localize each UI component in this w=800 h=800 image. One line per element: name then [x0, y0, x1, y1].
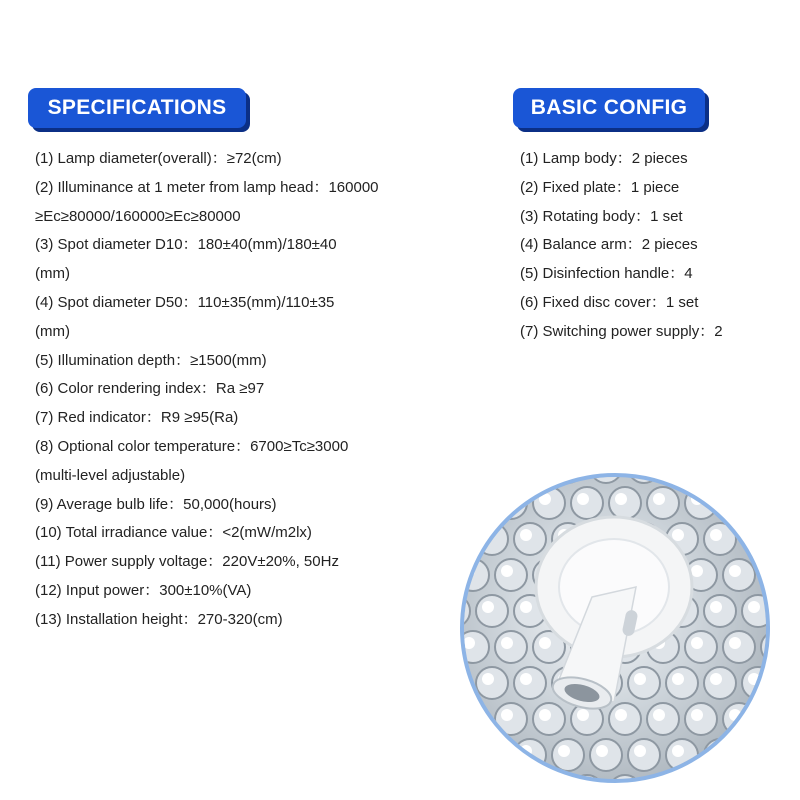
led-highlight [634, 673, 646, 685]
led-highlight [748, 529, 760, 541]
led-highlight [729, 781, 741, 783]
list-item: (7) Switching power supply：2 [520, 322, 723, 340]
led-highlight [501, 637, 513, 649]
led-lens [761, 703, 770, 735]
led-highlight [634, 745, 646, 757]
list-item: (9) Average bulb life：50,000(hours) [35, 495, 277, 513]
led-highlight [520, 601, 532, 613]
led-lens [533, 775, 565, 783]
led-highlight [672, 745, 684, 757]
led-highlight [710, 745, 722, 757]
led-highlight [520, 673, 532, 685]
specifications-heading: SPECIFICATIONS [28, 88, 246, 128]
list-item: (2) Illuminance at 1 meter from lamp head：160000 [35, 178, 379, 196]
list-item: (6) Fixed disc cover：1 set [520, 293, 699, 311]
led-highlight [691, 565, 703, 577]
led-highlight [520, 745, 532, 757]
list-item: (1) Lamp diameter(overall)：≥72(cm) [35, 150, 282, 167]
list-item: (6) Color rendering index：Ra ≥97 [35, 380, 265, 398]
list-item: (4) Balance arm：2 pieces [520, 236, 698, 254]
list-item: (10) Total irradiance value：<2(mW/m2lx) [35, 524, 312, 542]
led-highlight [482, 745, 494, 757]
led-highlight [539, 781, 551, 783]
led-lens [552, 477, 584, 483]
lamp-photo [460, 473, 770, 783]
led-lens [464, 775, 489, 783]
led-lens [742, 477, 770, 483]
led-lens [571, 775, 603, 783]
led-highlight [464, 781, 475, 783]
led-lens [495, 775, 527, 783]
list-item: (7) Red indicator：R9 ≥95(Ra) [35, 409, 239, 427]
led-highlight [539, 493, 551, 505]
led-highlight [729, 565, 741, 577]
list-item: (3) Rotating body：1 set [520, 207, 683, 225]
led-lens [464, 595, 470, 627]
list-item: (mm) [35, 265, 70, 283]
list-item: (13) Installation height：270-320(cm) [35, 610, 283, 628]
led-highlight [710, 601, 722, 613]
led-lens [761, 631, 770, 663]
led-highlight [767, 781, 770, 783]
led-highlight [767, 565, 770, 577]
led-highlight [615, 493, 627, 505]
list-item: ≥Ec≥80000/160000≥Ec≥80000 [35, 207, 241, 225]
led-lens [761, 559, 770, 591]
led-lens [514, 477, 546, 483]
led-highlight [729, 637, 741, 649]
led-highlight [501, 493, 513, 505]
led-highlight [520, 529, 532, 541]
led-lens [464, 477, 470, 483]
led-highlight [501, 709, 513, 721]
led-highlight [577, 709, 589, 721]
led-lens [609, 775, 641, 783]
led-highlight [729, 493, 741, 505]
led-lens [723, 775, 755, 783]
led-highlight [710, 529, 722, 541]
led-highlight [767, 637, 770, 649]
list-item: (12) Input power：300±10%(VA) [35, 581, 252, 599]
led-highlight [748, 745, 760, 757]
led-highlight [539, 709, 551, 721]
led-lens [685, 775, 717, 783]
list-item: (1) Lamp body：2 pieces [520, 150, 688, 167]
list-item: (4) Spot diameter D50：110±35(mm)/110±35 [35, 293, 335, 311]
led-highlight [539, 637, 551, 649]
led-highlight [748, 673, 760, 685]
list-item: (2) Fixed plate：1 piece [520, 178, 680, 196]
led-highlight [653, 493, 665, 505]
led-highlight [615, 781, 627, 783]
led-lens [590, 477, 622, 483]
led-highlight [577, 493, 589, 505]
led-highlight [672, 529, 684, 541]
list-item: (mm) [35, 322, 70, 340]
basic-config-heading: BASIC CONFIG [513, 88, 705, 128]
led-highlight [691, 637, 703, 649]
led-highlight [767, 493, 770, 505]
led-highlight [577, 781, 589, 783]
led-highlight [482, 529, 494, 541]
led-highlight [729, 709, 741, 721]
led-highlight [482, 601, 494, 613]
list-item: (3) Spot diameter D10：180±40(mm)/180±40 [35, 236, 337, 254]
led-highlight [748, 601, 760, 613]
led-highlight [482, 673, 494, 685]
led-highlight [653, 781, 665, 783]
lamp-head-illustration [464, 477, 770, 783]
led-highlight [615, 709, 627, 721]
led-lens [464, 523, 470, 555]
led-highlight [691, 709, 703, 721]
led-highlight [596, 745, 608, 757]
list-item: (5) Disinfection handle：4 [520, 265, 693, 283]
led-highlight [558, 745, 570, 757]
led-highlight [710, 673, 722, 685]
led-lens [628, 477, 660, 483]
led-lens [761, 487, 770, 519]
led-highlight [691, 493, 703, 505]
list-item: (8) Optional color temperature：6700≥Tc≥3000 [35, 437, 349, 455]
led-lens [666, 477, 698, 483]
basic-config-list [520, 145, 790, 347]
led-lens [647, 775, 679, 783]
list-item: (multi-level adjustable) [35, 466, 186, 484]
led-lens [464, 739, 470, 771]
led-lens [704, 477, 736, 483]
led-lens [464, 667, 470, 699]
specifications-list [35, 145, 435, 635]
led-highlight [691, 781, 703, 783]
led-highlight [501, 781, 513, 783]
led-highlight [672, 673, 684, 685]
led-highlight [653, 709, 665, 721]
led-highlight [501, 565, 513, 577]
led-lens [476, 477, 508, 483]
led-lens [761, 775, 770, 783]
list-item: (11) Power supply voltage：220V±20%, 50Hz [35, 553, 339, 571]
led-highlight [767, 709, 770, 721]
list-item: (5) Illumination depth：≥1500(mm) [35, 351, 267, 369]
